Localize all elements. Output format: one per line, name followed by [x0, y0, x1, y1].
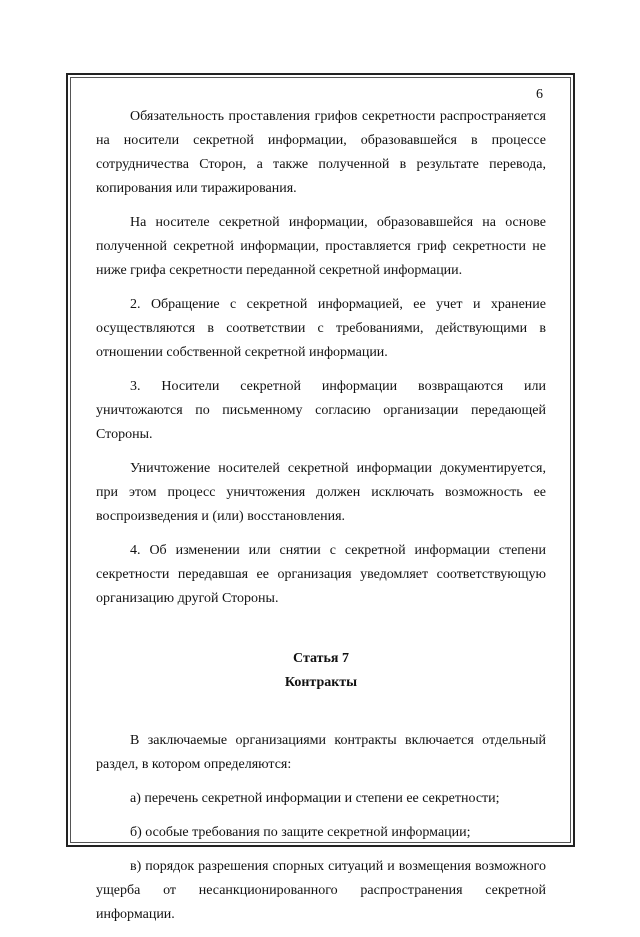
paragraph-handling: 2. Обращение с секретной информацией, ее учет и хранение осуществляются в соответствии с требованиями, действующими в отношении собственной секретной информации. [96, 297, 546, 360]
list-item-b: б) особые требования по защите секретной информации; [130, 825, 471, 840]
article-title: Контракты [284, 675, 358, 690]
paragraph-return-destroy: 3. Носители секретной информации возвращаются или уничтожаются по письменному согласию организации передающей Стороны. [96, 379, 546, 442]
page-number: 6 [536, 87, 543, 102]
list-item-a: а) перечень секретной информации и степени ее секретности; [130, 791, 500, 806]
article-number: Статья 7 [293, 651, 349, 666]
document-body [96, 105, 546, 937]
paragraph-grif-derived: На носителе секретной информации, образовавшейся на основе полученной секретной информации, проставляется гриф секретности не ниже грифа секретности переданной секретной информации. [96, 215, 546, 278]
paragraph-destruction-record: Уничтожение носителей секретной информации документируется, при этом процесс уничтожения должен исключать возможность ее воспроизведения и (или) восстановления. [96, 461, 546, 524]
paragraph-change-notice: 4. Об изменении или снятии с секретной информации степени секретности передавшая ее организация уведомляет соответствующую организацию другой Стороны. [96, 543, 546, 606]
paragraph-contracts-intro: В заключаемые организациями контракты включается отдельный раздел, в котором определяются: [96, 733, 546, 772]
list-item-c: в) порядок разрешения спорных ситуаций и возмещения возможного ущерба от несанкционированного распространения секретной информации. [96, 859, 546, 922]
article-heading [96, 647, 546, 695]
paragraph-grif-scope: Обязательность проставления грифов секретности распространяется на носители секретной информации, образовавшейся в процессе сотрудничества Сторон, а также полученной в результате перевода, копирования или тиражирования. [96, 109, 546, 196]
